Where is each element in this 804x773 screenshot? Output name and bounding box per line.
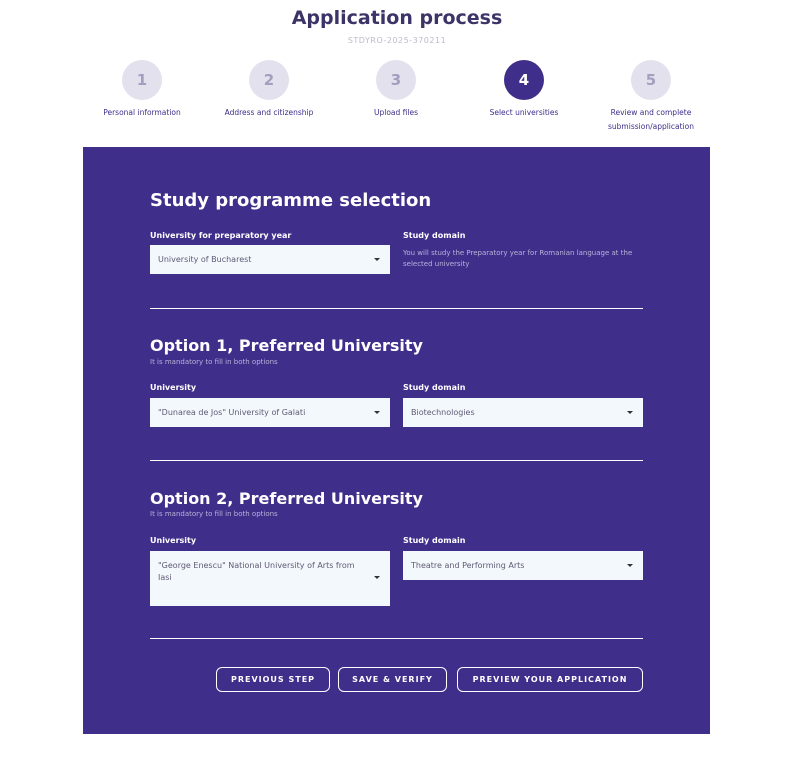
option1-title: Option 1, Preferred University bbox=[150, 336, 423, 355]
option1-university-value: "Dunarea de Jos" University of Galati bbox=[158, 408, 306, 417]
step-personal-information[interactable] bbox=[72, 60, 212, 120]
page-title: Application process bbox=[291, 7, 503, 29]
option2-hint: It is mandatory to fill in both options bbox=[150, 510, 278, 518]
prep-domain-label: Study domain bbox=[403, 231, 466, 240]
chevron-down-icon bbox=[627, 564, 633, 567]
step-review-complete[interactable] bbox=[581, 60, 721, 134]
option1-domain-value: Biotechnologies bbox=[411, 408, 475, 417]
programme-section-title: Study programme selection bbox=[150, 190, 432, 211]
section-divider bbox=[150, 308, 643, 309]
step-label: Upload files bbox=[374, 108, 418, 117]
option1-hint: It is mandatory to fill in both options bbox=[150, 358, 278, 366]
preview-application-button[interactable]: PREVIEW YOUR APPLICATION bbox=[457, 667, 643, 692]
chevron-down-icon bbox=[627, 411, 633, 414]
application-reference: STDYRO-2025-370211 bbox=[347, 36, 447, 45]
option1-university-label: University bbox=[150, 383, 197, 392]
step-address-citizenship[interactable] bbox=[199, 60, 339, 120]
option1-domain-select[interactable] bbox=[403, 398, 643, 427]
step-label: Select universities bbox=[489, 108, 559, 117]
option2-domain-value: Theatre and Performing Arts bbox=[411, 561, 525, 570]
prep-domain-note: You will study the Preparatory year for Romanian language at the selected university bbox=[403, 249, 633, 268]
step-number: 1 bbox=[122, 60, 162, 100]
option2-domain-label: Study domain bbox=[403, 536, 466, 545]
option2-university-select[interactable] bbox=[150, 551, 390, 606]
step-number: 2 bbox=[249, 60, 289, 100]
option2-title: Option 2, Preferred University bbox=[150, 489, 423, 508]
step-number: 3 bbox=[376, 60, 416, 100]
option1-university-select[interactable] bbox=[150, 398, 390, 427]
option1-domain-label: Study domain bbox=[403, 383, 466, 392]
chevron-down-icon bbox=[374, 411, 380, 414]
option2-university-label: University bbox=[150, 536, 197, 545]
prep-university-label: University for preparatory year bbox=[150, 231, 292, 240]
step-number: 5 bbox=[631, 60, 671, 100]
step-label: Review and complete submission/application bbox=[608, 108, 694, 131]
prep-university-select[interactable] bbox=[150, 245, 390, 274]
section-divider bbox=[150, 460, 643, 461]
prep-university-value: University of Bucharest bbox=[158, 255, 252, 264]
option2-university-value: "George Enescu" National University of Arts from Iasi bbox=[158, 561, 355, 582]
university-selection-panel bbox=[83, 147, 710, 734]
chevron-down-icon bbox=[374, 576, 380, 579]
section-divider bbox=[150, 638, 643, 639]
chevron-down-icon bbox=[374, 258, 380, 261]
option2-domain-select[interactable] bbox=[403, 551, 643, 580]
step-number: 4 bbox=[504, 60, 544, 100]
step-label: Personal information bbox=[103, 108, 181, 117]
step-upload-files[interactable] bbox=[326, 60, 466, 120]
previous-step-button[interactable]: PREVIOUS STEP bbox=[216, 667, 330, 692]
step-select-universities[interactable] bbox=[454, 60, 594, 120]
step-label: Address and citizenship bbox=[224, 108, 314, 117]
save-verify-button[interactable]: SAVE & VERIFY bbox=[338, 667, 447, 692]
